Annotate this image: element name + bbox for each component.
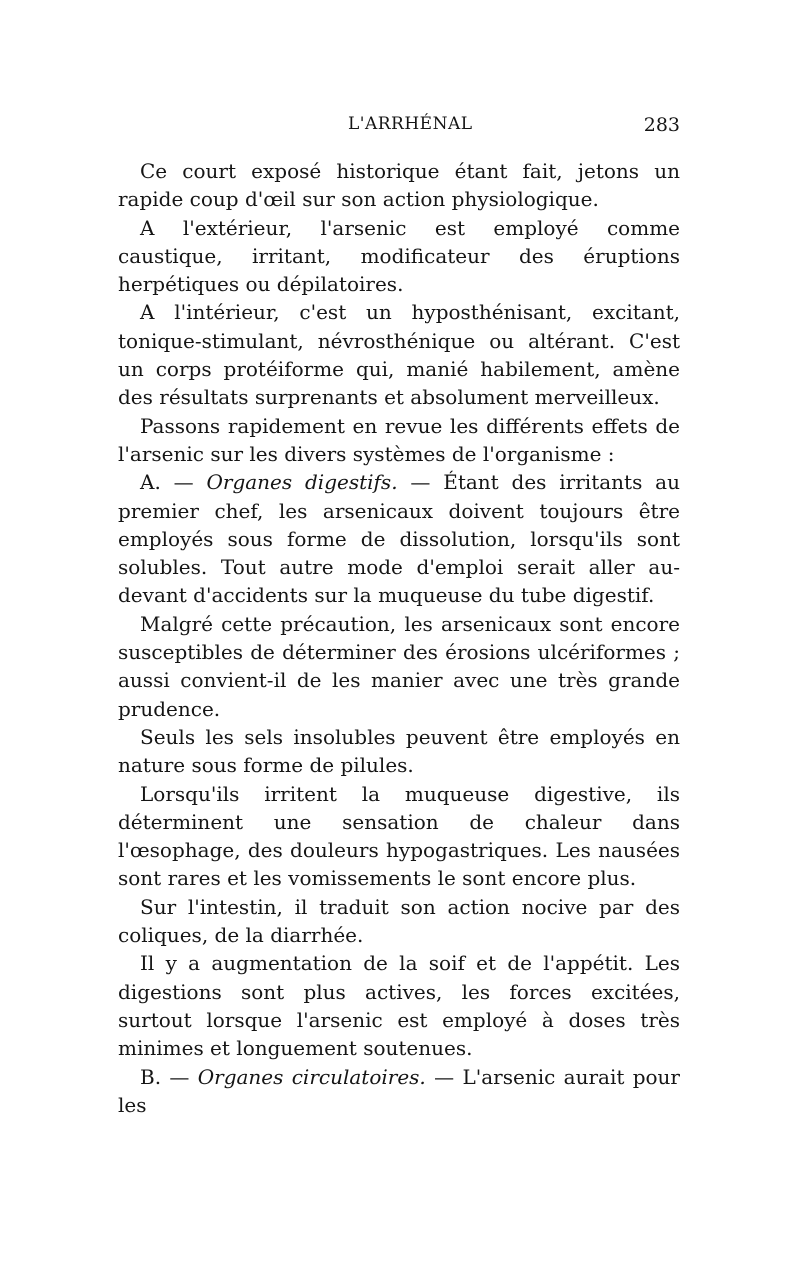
section-paragraph: [118, 468, 680, 609]
paragraph-text: A l'extérieur, l'arsenic est employé comme caustique, irritant, modificateur des éruptions herpétiques ou dépilatoires.: [118, 215, 680, 297]
paragraph-text: Seuls les sels insolubles peuvent être employés en nature sous forme de pilules.: [118, 724, 680, 778]
paragraph: [118, 780, 680, 893]
body-text: [118, 157, 680, 1119]
page-number: 283: [643, 114, 680, 136]
running-head: [118, 114, 680, 144]
paragraph-text: Il y a augmentation de la soif et de l'appétit. Les digestions sont plus actives, les forces excitées, surtout lorsque l'arsenic est employé à doses très minimes et longuement soutenues.: [118, 951, 680, 1061]
section-heading: Organes circulatoires.: [197, 1064, 426, 1089]
paragraph-text: — L'arsenic aurait pour les: [118, 1064, 680, 1117]
paragraph-text: — Étant des irritants au premier chef, les arsenicaux doivent toujours être employés sous forme de dissolution, lorsqu'ils sont solubles. Tout autre mode d'emploi serait aller au-devant d'accidents sur la muqueuse du tube digestif.: [118, 470, 680, 608]
section-letter: A. —: [140, 470, 207, 495]
paragraph: [118, 298, 680, 411]
paragraph: [118, 412, 680, 469]
paragraph: [118, 893, 680, 950]
paragraph-text: Sur l'intestin, il traduit son action nocive par des coliques, de la diarrhée.: [118, 894, 680, 948]
section-paragraph: [118, 1063, 680, 1120]
paragraph: [118, 949, 680, 1062]
running-title: L'ARRHÉNAL: [348, 114, 473, 134]
paragraph-text: Ce court exposé historique étant fait, jetons un rapide coup d'œil sur son action physiologique.: [118, 159, 680, 212]
section-heading: Organes digestifs.: [206, 470, 398, 495]
paragraph: [118, 157, 680, 214]
paragraph: [118, 610, 680, 723]
paragraph: [118, 214, 680, 299]
section-letter: B. —: [140, 1064, 198, 1089]
paragraph: [118, 723, 680, 780]
paragraph-text: Lorsqu'ils irritent la muqueuse digestive, ils déterminent une sensation de chaleur dans l'œsophage, des douleurs hypogastriques. Les nausées sont rares et les vomissements le sont encore plus.: [118, 781, 680, 891]
paragraph-text: Passons rapidement en revue les différents effets de l'arsenic sur les divers systèmes de l'organisme :: [118, 413, 680, 466]
paragraph-text: Malgré cette précaution, les arsenicaux sont encore susceptibles de déterminer des érosions ulcériformes ; aussi convient-il de les manier avec une très grande prudence.: [118, 611, 680, 721]
paragraph-text: A l'intérieur, c'est un hyposthénisant, excitant, tonique-stimulant, névrosthénique ou altérant. C'est un corps protéiforme qui, manié habilement, amène des résultats surprenants et absolument merveilleux.: [118, 300, 680, 410]
